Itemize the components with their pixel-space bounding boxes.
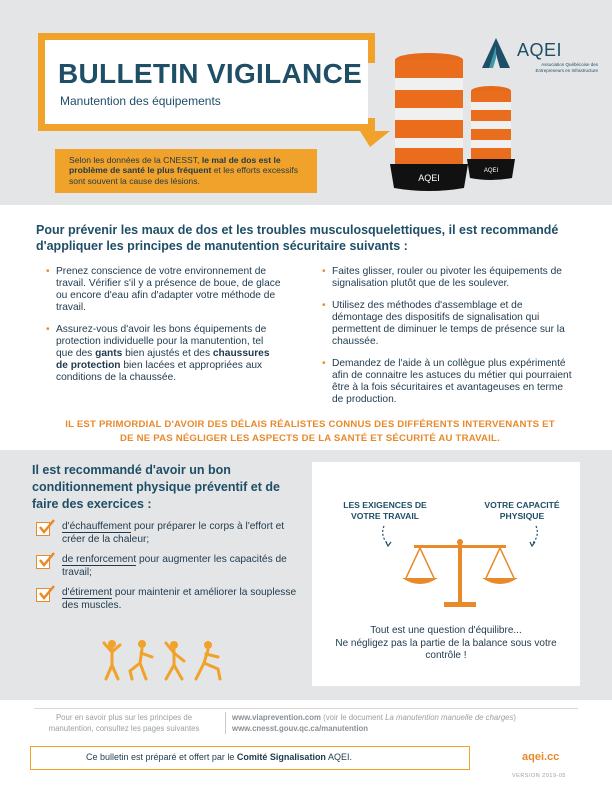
checkbox-icon: [36, 588, 50, 602]
version-label: VERSION 2019-05: [512, 773, 566, 779]
cnesst-note: [55, 149, 317, 193]
checklist-item: [32, 587, 302, 612]
exercise-desc: pour maintenir et améliorer la souplesse des muscles.: [62, 587, 297, 611]
balance-right-label: VOTRE CAPACITÉ PHYSIQUE: [484, 500, 560, 521]
balance-message: [324, 625, 568, 663]
viaprevention-link[interactable]: www.viaprevention.com: [232, 713, 321, 722]
list-item: • Faites glisser, rouler ou pivoter les équipements de signalisation plutôt que de les soulever.: [322, 266, 572, 290]
alert-banner: IL EST PRIMORDIAL D'AVOIR DES DÉLAIS RÉALISTES CONNUS DES DIFFÉRENTS INTERVENANTS ET DE NE PAS NÉGLIGER LES ASPECTS DE LA SANTÉ ET SÉCURITÉ AU TRAVAIL.: [65, 419, 555, 444]
exercise-desc: pour augmenter les capacités de travail;: [62, 554, 287, 578]
list-item: • Demandez de l'aide à un collègue plus expérimenté afin de connaitre les astuces du métier qui pourraient être à la fois sécuritaires et avantageuses en terme de production.: [322, 358, 572, 406]
traffic-barrel-icon: [388, 52, 470, 192]
speech-bubble-tail: [360, 131, 390, 147]
exercise-term: de renforcement: [62, 554, 137, 565]
list-item: [46, 324, 281, 384]
logo-tagline: Association Québécoise des Entrepreneurs en Infrastructure: [535, 62, 598, 73]
exercise-figures-icon: [100, 637, 230, 683]
footer-more-info: Pour en savoir plus sur les principes de manutention, consultez les pages suivantes: [48, 713, 200, 733]
cnesst-link[interactable]: www.cnesst.gouv.qc.ca/manutention: [232, 724, 369, 733]
note-text: Selon les données de la CNESST,: [69, 155, 202, 165]
sponsor-committee: Comité Signalisation: [236, 752, 326, 762]
footer-divider: [34, 708, 578, 709]
footer-link-row: [232, 712, 582, 723]
list-item-text: bien lacées et appropriées aux conditions de la chaussée.: [56, 360, 263, 383]
footer-link-row: [232, 723, 582, 734]
list-item-bold: chaussures de protection: [56, 348, 270, 371]
balance-scale-icon: [370, 522, 550, 614]
exercise-term: d'échauffement: [62, 521, 132, 532]
checkbox-icon: [36, 522, 50, 536]
page-subtitle: Manutention des équipements: [60, 94, 221, 108]
doc-title: La manutention manuelle de charges: [385, 713, 514, 722]
sponsor-text: AQEI.: [325, 752, 352, 762]
list-item-bold: gants: [95, 348, 123, 359]
logo-name: AQEI: [517, 40, 563, 60]
site-link[interactable]: aqei.cc: [522, 751, 560, 763]
balance-line-1: Tout est une question d'équilibre...: [370, 625, 522, 636]
traffic-barrel-icon: [466, 86, 516, 182]
checklist-item: [32, 521, 302, 546]
exercise-section: [32, 462, 302, 620]
link-note: (voir le document: [320, 713, 386, 722]
exercise-term: d'étirement: [62, 587, 113, 598]
aqei-logo-icon: [478, 36, 514, 72]
barrel-label: AQEI: [418, 173, 440, 183]
footer-links: [232, 712, 582, 734]
checklist-item: [32, 554, 302, 579]
bullet-list-left: [46, 266, 281, 394]
list-item: • Prenez conscience de votre environnement de travail. Vérifier s'il y a présence de boue, de glace ou encore d'eau afin d'adapter votre méthode de travail.: [46, 266, 281, 314]
exercise-title: Il est recommandé d'avoir un bon conditionnement physique préventif et de faire des exercices :: [32, 463, 280, 511]
intro-heading: Pour prévenir les maux de dos et les troubles musculosquelettiques, il est recommandé d'appliquer les principes de manutention sécuritaire suivants :: [36, 223, 559, 253]
speech-bubble-edge: [368, 33, 375, 63]
sponsor-box: [30, 746, 470, 770]
note-highlight: le mal de dos est le problème de santé le plus fréquent: [69, 155, 281, 176]
footer-vertical-divider: [225, 712, 226, 734]
bullet-list-right: [322, 266, 572, 416]
exercise-desc: pour préparer le corps à l'effort et créer de la chaleur;: [62, 521, 285, 545]
balance-line-2: Ne négligez pas la partie de la balance sous votre contrôle !: [335, 637, 557, 661]
balance-left-label: LES EXIGENCES DE VOTRE TRAVAIL: [343, 500, 427, 521]
note-text: et les efforts excessifs sont souvent la cause des lésions.: [69, 165, 299, 186]
list-item: • Utilisez des méthodes d'assemblage et de démontage des dispositifs de signalisation qui permettent de diminuer le temps de présence sur la chaussée.: [322, 300, 572, 348]
checkbox-icon: [36, 555, 50, 569]
page-title: BULLETIN VIGILANCE: [58, 58, 363, 89]
link-note: ): [513, 713, 517, 722]
barrel-label: AQEI: [483, 168, 499, 174]
list-item-text: Assurez-vous d'avoir les bons équipements de protection individuelle pour la manutention, tel que des: [56, 324, 267, 359]
sponsor-text: Ce bulletin est préparé et offert par le: [86, 752, 237, 762]
list-item-text: bien ajustés et des: [122, 348, 213, 359]
